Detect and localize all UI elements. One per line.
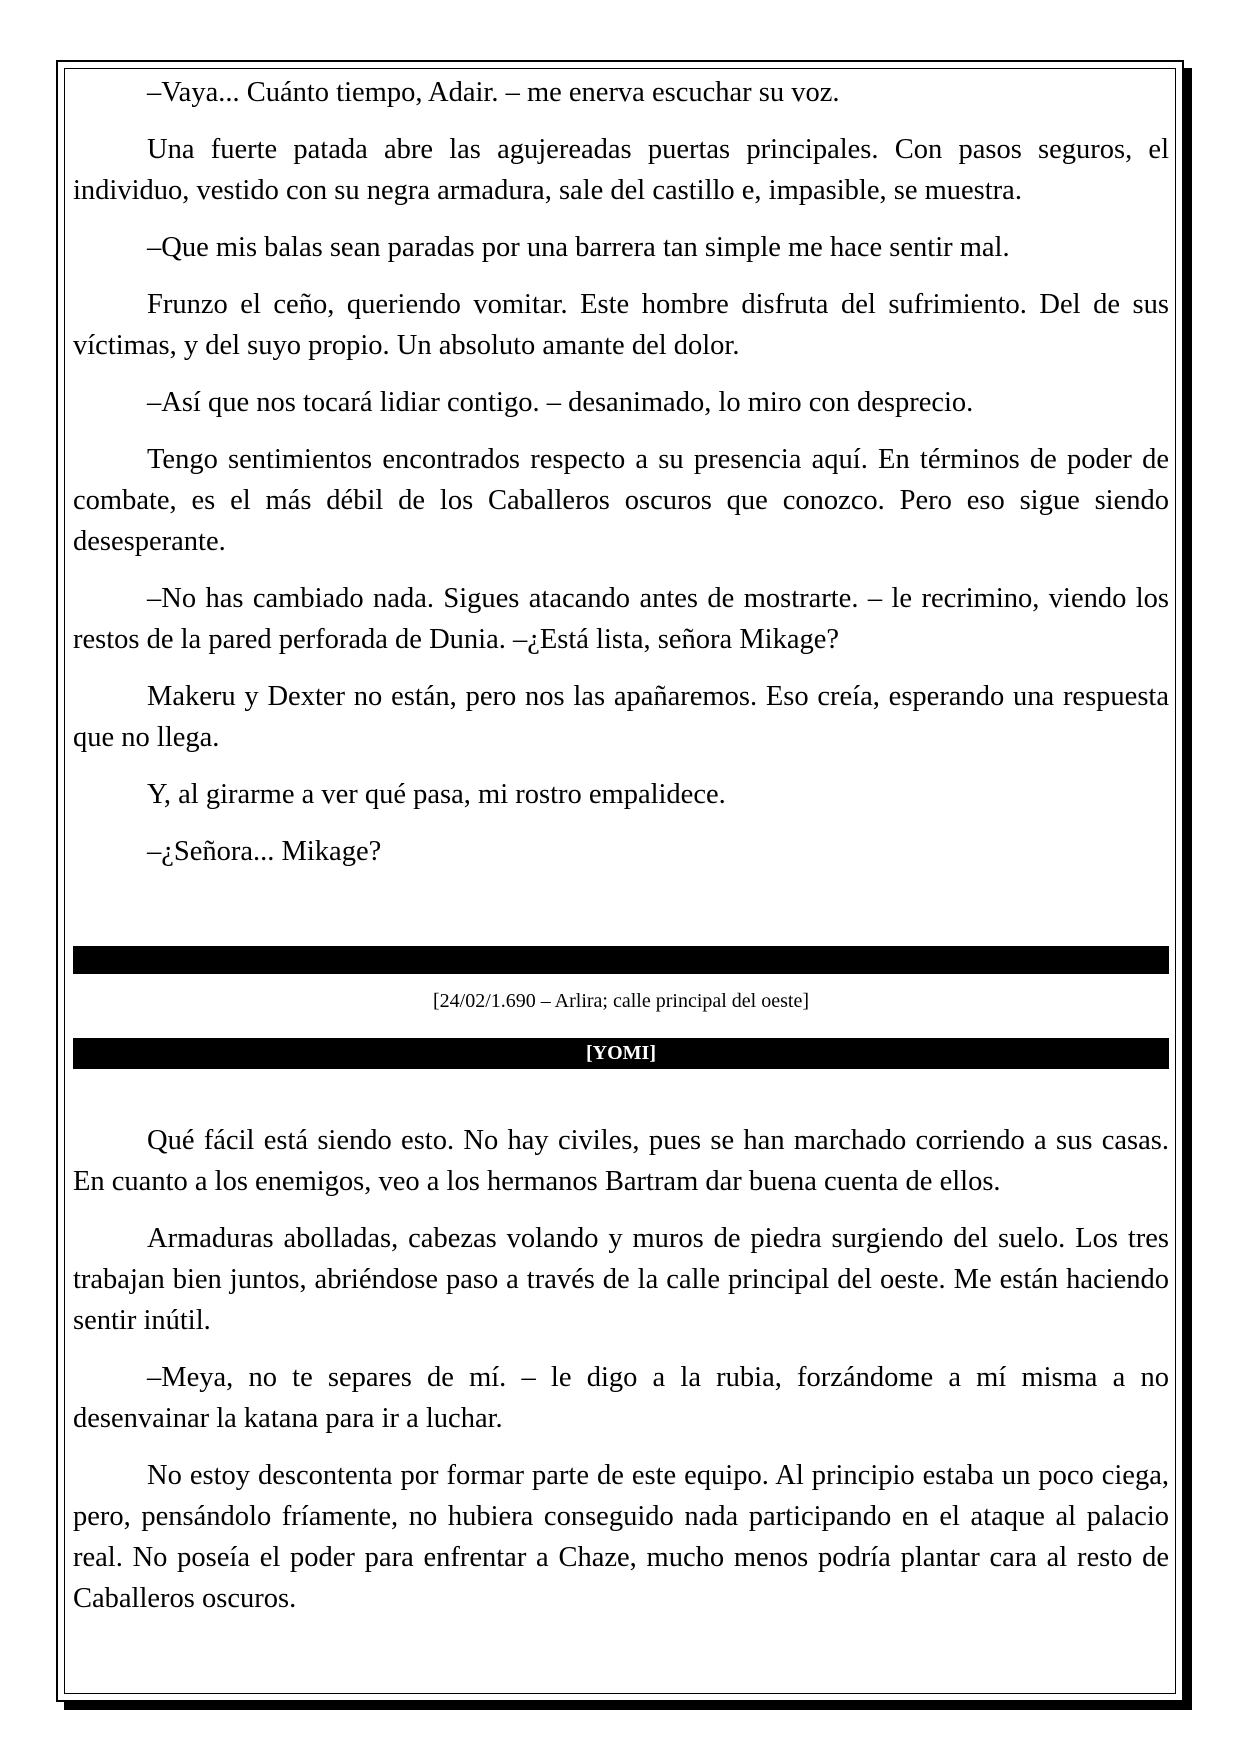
paragraph: –Vaya... Cuánto tiempo, Adair. – me enerva escuchar su voz. [147,77,840,108]
paragraph: Frunzo el ceño, queriendo vomitar. Este hombre disfruta del sufrimiento. Del de sus víctimas, y del suyo propio. Un absoluto amante del dolor. [73,289,1169,361]
paragraph: No estoy descontenta por formar parte de este equipo. Al principio estaba un poco ciega, pero, pensándolo fríamente, no hubiera conseguido nada participando en el ataque al palacio real. No poseía el poder para enfrentar a Chaze, mucho menos podría plantar cara al resto de Caballeros oscuros. [73,1460,1169,1614]
paragraph: –Meya, no te separes de mí. – le digo a la rubia, forzándome a mí misma a no desenvainar la katana para ir a luchar. [73,1362,1169,1434]
paragraph: Qué fácil está siendo esto. No hay civiles, pues se han marchado corriendo a sus casas. En cuanto a los enemigos, veo a los hermanos Bartram dar buena cuenta de ellos. [73,1125,1169,1197]
paragraph: Una fuerte patada abre las agujereadas puertas principales. Con pasos seguros, el individuo, vestido con su negra armadura, sale del castillo e, impasible, se muestra. [73,134,1169,206]
section-adair [73,72,1169,888]
paragraph: –Que mis balas sean paradas por una barrera tan simple me hace sentir mal. [147,232,1010,263]
scene-character-heading: [YOMI] [73,1038,1169,1069]
paragraph: –¿Señora... Mikage? [147,836,382,867]
paragraph: –Así que nos tocará lidiar contigo. – desanimado, lo miro con desprecio. [147,387,974,418]
scene-date-location: [24/02/1.690 – Arlira; calle principal del oeste] [433,990,809,1012]
paragraph: Y, al girarme a ver qué pasa, mi rostro empalidece. [147,779,726,810]
paragraph: Armaduras abolladas, cabezas volando y muros de piedra surgiendo del suelo. Los tres trabajan bien juntos, abriéndose paso a través de la calle principal del oeste. Me están haciendo sentir inútil. [73,1223,1169,1336]
paragraph: Tengo sentimientos encontrados respecto a su presencia aquí. En términos de poder de combate, es el más débil de los Caballeros oscuros que conozco. Pero eso sigue siendo desesperante. [73,444,1169,557]
paragraph: Makeru y Dexter no están, pero nos las apañaremos. Eso creía, esperando una respuesta que no llega. [73,681,1169,753]
section-yomi [73,1120,1169,1635]
paragraph: –No has cambiado nada. Sigues atacando antes de mostrarte. – le recrimino, viendo los restos de la pared perforada de Dunia. –¿Está lista, señora Mikage? [73,583,1169,655]
scene-separator-bar [73,946,1169,974]
